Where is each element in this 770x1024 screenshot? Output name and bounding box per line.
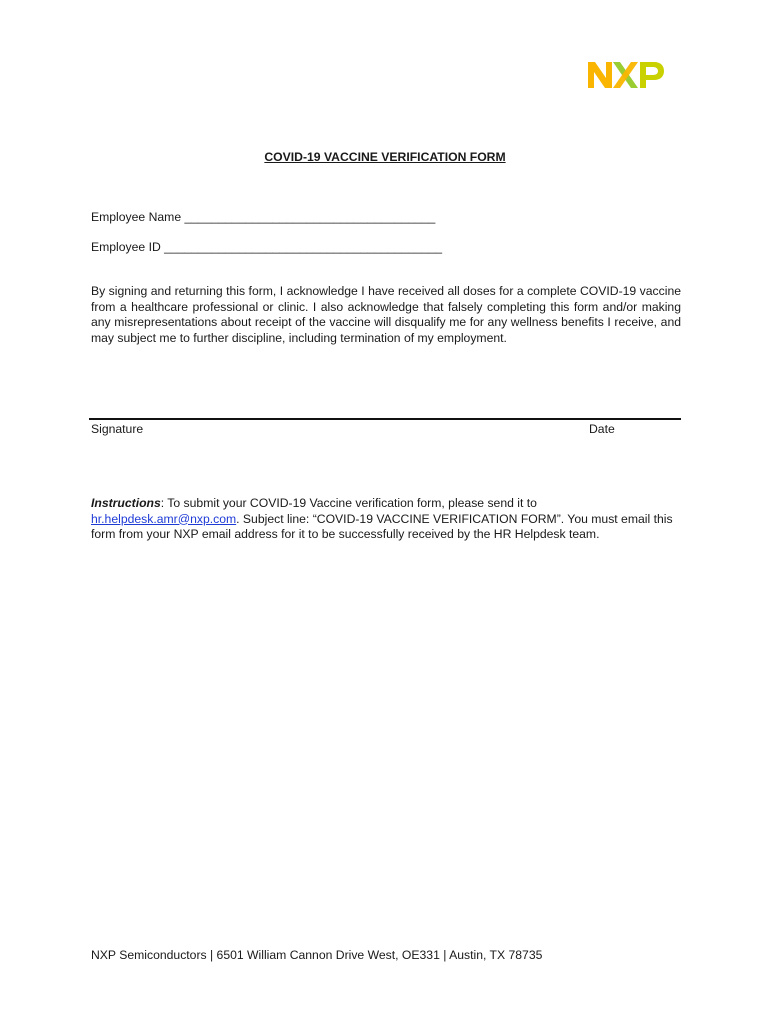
- instructions-paragraph: [91, 496, 683, 543]
- hr-helpdesk-email-link[interactable]: hr.helpdesk.amr@nxp.com: [91, 511, 237, 526]
- signature-label: Signature: [91, 422, 144, 436]
- employee-id-field[interactable]: [91, 240, 442, 254]
- instructions-label: Instructions: [91, 496, 161, 510]
- employee-name-field[interactable]: [91, 210, 435, 224]
- logo-letter-n: [588, 62, 612, 88]
- employee-name-label: Employee Name: [91, 210, 182, 224]
- acknowledgement-paragraph: By signing and returning this form, I acknowledge I have received all doses for a complete COVID-19 vaccine from a healthcare professional or clinic. I also acknowledge that falsely completing this form and/or making any misrepresentations about receipt of the vaccine will disqualify me for any wellness benefits I receive, and may subject me to further discipline, including termination of my employment.: [91, 284, 681, 345]
- employee-id-label: Employee ID: [91, 240, 161, 254]
- nxp-logo: [586, 58, 666, 92]
- footer-address: NXP Semiconductors | 6501 William Cannon Drive West, OE331 | Austin, TX 78735: [91, 948, 543, 962]
- logo-letter-p: [640, 62, 664, 88]
- signature-line[interactable]: [89, 418, 681, 420]
- instructions-text-after: . Subject line: “COVID-19 VACCINE VERIFICATION FORM”. You must email this form from your NXP email address for it to be successfully received by the HR Helpdesk team.: [91, 511, 673, 541]
- employee-name-blank-line[interactable]: _____________________________________: [184, 210, 436, 224]
- employee-id-blank-line[interactable]: _________________________________________: [164, 240, 443, 254]
- instructions-text-before: : To submit your COVID-19 Vaccine verification form, please send it to: [160, 496, 537, 510]
- date-label: Date: [589, 422, 615, 436]
- form-title: COVID-19 VACCINE VERIFICATION FORM: [264, 150, 506, 164]
